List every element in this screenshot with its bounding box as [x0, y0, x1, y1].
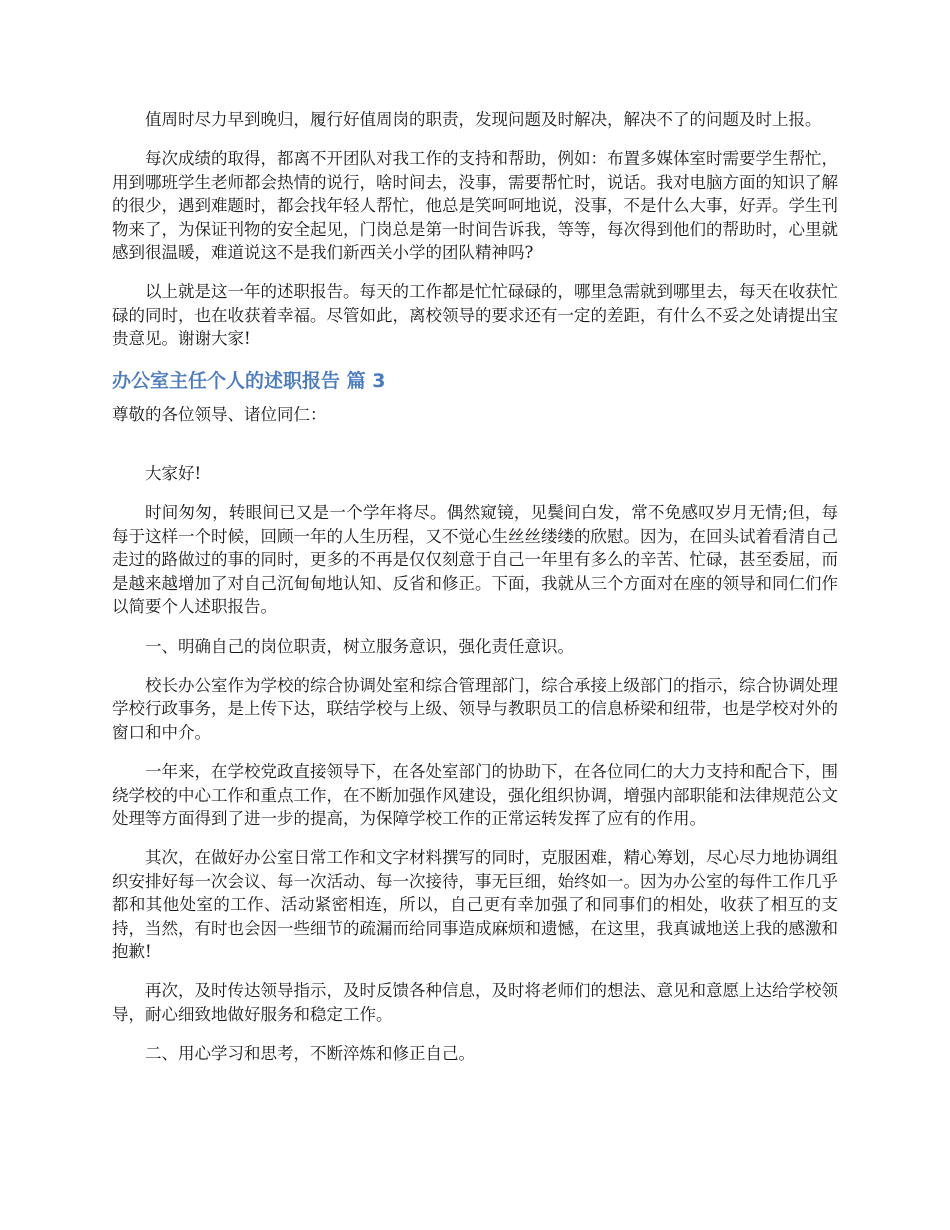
greeting: 大家好! — [145, 464, 202, 484]
document-page — [112, 108, 838, 1066]
subheading-paragraph: 二、用心学习和思考，不断淬炼和修正自己。 — [145, 1044, 475, 1064]
paragraph: 时间匆匆，转眼间已又是一个学年将尽。偶然窥镜，见鬓间白发，常不免感叹岁月无情;但，每每于这样一个时候，回顾一年的人生历程，又不觉心生丝丝缕缕的欣慰。因为，在回头试着看清自己走过的路做过的事的同时，更多的不再是仅仅刻意于自己一年里有多么的辛苦、忙碌，甚至委屈，而是越来越增加了对自己沉甸甸地认知、反省和修正。下面，我就从三个方面对在座的领导和同仁们作以简要个人述职报告。 — [112, 503, 838, 617]
paragraph: 以上就是这一年的述职报告。每天的工作都是忙忙碌碌的，哪里急需就到哪里去，每天在收获忙碌的同时，也在收获着幸福。尽管如此，离校领导的要求还有一定的差距，有什么不妥之处请提出宝贵意见。谢谢大家! — [112, 282, 838, 349]
subheading-paragraph: 一、明确自己的岗位职责，树立服务意识，强化责任意识。 — [145, 636, 574, 656]
paragraph: 一年来，在学校党政直接领导下，在各处室部门的协助下，在各位同仁的大力支持和配合下，围绕学校的中心工作和重点工作，在不断加强作风建设，强化组织协调，增强内部职能和法律规范公文处理等方面得到了进一步的提高，为保障学校工作的正常运转发挥了应有的作用。 — [112, 762, 838, 828]
paragraph: 值周时尽力早到晚归，履行好值周岗的职责，发现问题及时解决，解决不了的问题及时上报。 — [145, 110, 822, 129]
section-heading: 办公室主任个人的述职报告 篇 3 — [112, 369, 386, 392]
salutation: 尊敬的各位领导、诸位同仁： — [112, 404, 327, 424]
paragraph: 其次，在做好办公室日常工作和文字材料撰写的同时，克服困难，精心筹划，尽心尽力地协调组织安排好每一次会议、每一次活动、每一次接待，事无巨细，始终如一。因为办公室的每件工作几乎都和其他处室的工作、活动紧密相连，所以，自己更有幸加强了和同事们的相处，收获了相互的支持，当然，有时也会因一些细节的疏漏而给同事造成麻烦和遗憾，在这里，我真诚地送上我的感激和抱歉! — [112, 848, 838, 961]
paragraph: 校长办公室作为学校的综合协调处室和综合管理部门，综合承接上级部门的指示，综合协调处理学校行政事务，是上传下达，联结学校与上级、领导与教职员工的信息桥梁和纽带，也是学校对外的窗口和中介。 — [112, 675, 838, 742]
paragraph: 每次成绩的取得，都离不开团队对我工作的支持和帮助，例如：布置多媒体室时需要学生帮忙，用到哪班学生老师都会热情的说行，啥时间去，没事，需要帮忙时，说话。我对电脑方面的知识了解的很少，遇到难题时，都会找年轻人帮忙，他总是笑呵呵地说，没事，不是什么大事，好弄。学生刊物来了，为保证刊物的安全起见，门岗总是第一时间告诉我，等等，每次得到他们的帮助时，心里就感到很温暖，难道说这不是我们新西关小学的团队精神吗? — [112, 149, 838, 263]
paragraph: 再次，及时传达领导指示，及时反馈各种信息，及时将老师们的想法、意见和意愿上达给学校领导，耐心细致地做好服务和稳定工作。 — [112, 981, 838, 1024]
